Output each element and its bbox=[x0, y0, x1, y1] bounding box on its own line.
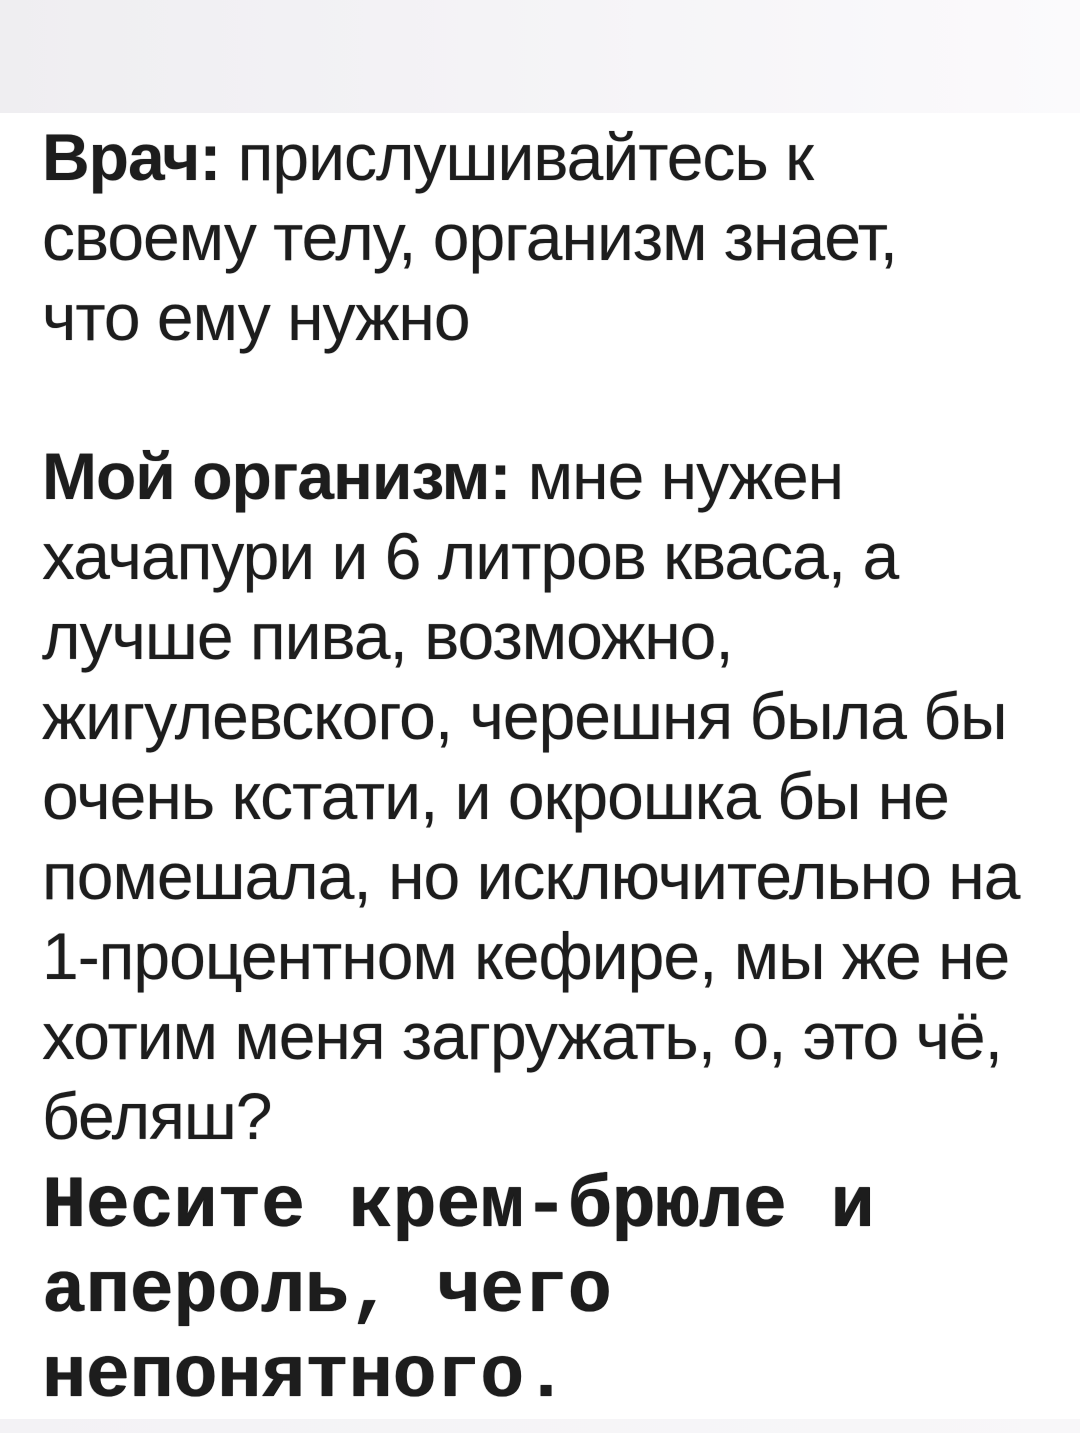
meme-text bbox=[42, 113, 1052, 1419]
text-line: хотим меня загружать, о, это чё, bbox=[42, 999, 1002, 1073]
text-line bbox=[42, 117, 1052, 197]
bottom-band bbox=[0, 1419, 1080, 1433]
punchline-paragraph bbox=[42, 1164, 1052, 1419]
text-line: помешала, но исключительно на bbox=[42, 839, 1020, 913]
organism-paragraph bbox=[42, 436, 1052, 1156]
text-line: апероль, чего bbox=[42, 1250, 612, 1333]
text-line: 1-процентном кефире, мы же не bbox=[42, 919, 1010, 993]
text-line: лучше пива, возможно, bbox=[42, 599, 733, 673]
text-line bbox=[42, 436, 1052, 516]
text-line: Несите крем-брюле и bbox=[42, 1165, 875, 1248]
text-line: хачапури и 6 литров кваса, а bbox=[42, 519, 899, 593]
text-line: своему телу, организм знает, bbox=[42, 200, 897, 274]
text-line: что ему нужно bbox=[42, 280, 470, 354]
top-band bbox=[0, 0, 1080, 113]
speaker-label: Мой организм: bbox=[42, 439, 511, 513]
text-line: жигулевского, черешня была бы bbox=[42, 679, 1007, 753]
text-line: беляш? bbox=[42, 1079, 272, 1153]
speaker-label: Врач: bbox=[42, 120, 221, 194]
doctor-paragraph bbox=[42, 117, 1052, 357]
text-line: непонятного. bbox=[42, 1335, 568, 1418]
text-line: очень кстати, и окрошка бы не bbox=[42, 759, 949, 833]
line-text: мне нужен bbox=[510, 439, 844, 513]
line-text: прислушивайтесь к bbox=[220, 120, 814, 194]
